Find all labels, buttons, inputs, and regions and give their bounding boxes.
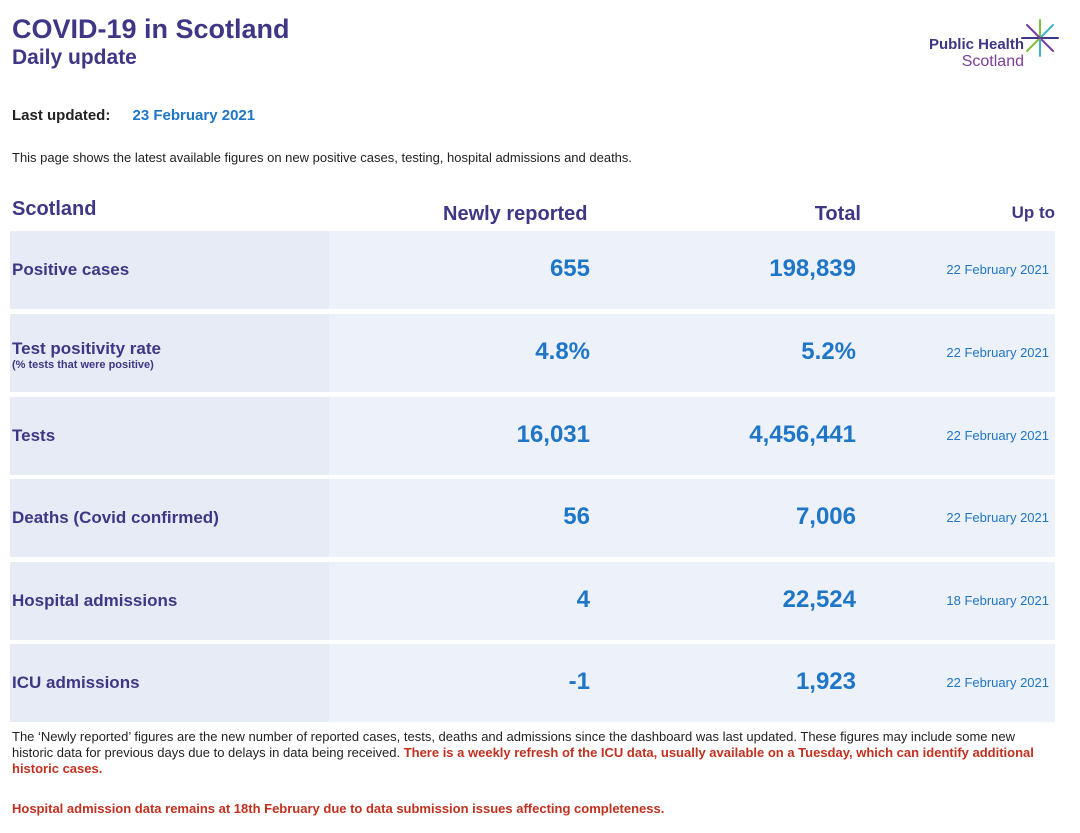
page-subtitle: Daily update: [12, 46, 137, 69]
total-value: 22,524: [782, 586, 856, 613]
column-header-new: Newly reported: [443, 203, 588, 225]
total-value: 5.2%: [801, 338, 856, 365]
newly-reported-value: 4: [576, 586, 590, 613]
row-label-cell: [10, 397, 329, 475]
row-name: Test positivity rate: [12, 339, 161, 358]
last-updated-label: Last updated:: [12, 107, 111, 124]
newly-reported-value: 655: [549, 255, 590, 282]
newly-reported-value: 56: [563, 503, 590, 530]
intro-text: This page shows the latest available figures on new positive cases, testing, hospital admissions and deaths.: [12, 150, 633, 165]
table-row: [10, 397, 1055, 475]
column-header-upto: Up to: [1011, 203, 1055, 222]
newly-reported-value: -1: [568, 668, 590, 695]
footnote: [12, 729, 1052, 777]
up-to-date: 22 February 2021: [946, 262, 1049, 277]
row-name: Tests: [12, 426, 56, 445]
row-name: Deaths (Covid confirmed): [12, 508, 219, 527]
column-header-region: Scotland: [12, 198, 97, 220]
table-row: [10, 314, 1055, 392]
hospital-data-notice: Hospital admission data remains at 18th February due to data submission issues affecting completeness.: [12, 801, 665, 816]
last-updated-date: 23 February 2021: [132, 107, 256, 124]
starburst-icon: [1020, 18, 1060, 58]
table-row: [10, 231, 1055, 309]
table-row: [10, 479, 1055, 557]
footnote-text: The ‘Newly reported’ figures are the new number of reported cases, tests, deaths and admissions since the dashboard was last updated. These figures may include some new historic data for previous days due to delays in data being received.: [12, 729, 1015, 760]
total-value: 198,839: [769, 255, 856, 282]
logo-line-2: Scotland: [961, 53, 1024, 70]
column-header-total: Total: [814, 203, 861, 225]
up-to-date: 22 February 2021: [946, 510, 1049, 525]
footnote-highlight: There is a weekly refresh of the ICU data, usually available on a Tuesday, which can identify additional historic cases.: [12, 745, 1034, 776]
up-to-date: 18 February 2021: [946, 593, 1049, 608]
total-value: 7,006: [795, 503, 856, 530]
row-subtext: (% tests that were positive): [12, 359, 154, 371]
table-row: [10, 562, 1055, 640]
up-to-date: 22 February 2021: [946, 428, 1049, 443]
total-value: 1,923: [795, 668, 856, 695]
up-to-date: 22 February 2021: [946, 345, 1049, 360]
row-name: Hospital admissions: [12, 591, 178, 610]
logo-line-1: Public Health: [928, 36, 1024, 53]
newly-reported-value: 16,031: [516, 421, 590, 448]
phs-logo[interactable]: [910, 18, 1060, 74]
row-name: Positive cases: [12, 260, 130, 279]
table-row: [10, 644, 1055, 722]
row-name: ICU admissions: [12, 673, 140, 692]
up-to-date: 22 February 2021: [946, 675, 1049, 690]
page-title: COVID-19 in Scotland: [12, 14, 290, 44]
total-value: 4,456,441: [749, 421, 856, 448]
newly-reported-value: 4.8%: [535, 338, 590, 365]
last-updated: [12, 107, 255, 124]
